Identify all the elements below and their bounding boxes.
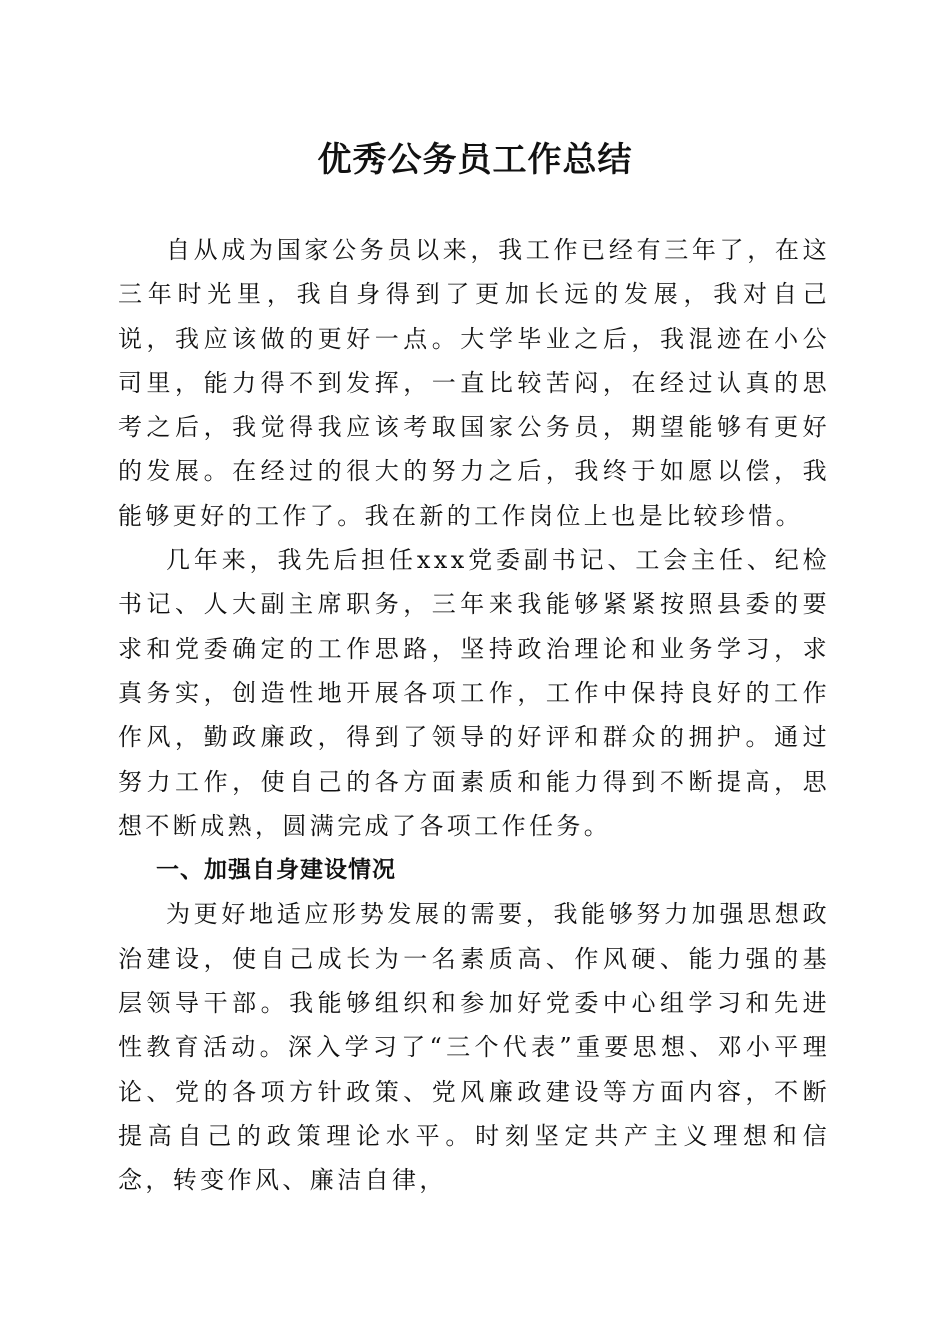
paragraph-positions: 几年来，我先后担任xxx党委副书记、工会主任、纪检书记、人大副主席职务，三年来我能够紧紧按照县委的要求和党委确定的工作思路，坚持政治理论和业务学习，求真务实，创造性地开展各项工作，工作中保持良好的工作作风，勤政廉政，得到了领导的好评和群众的拥护。通过努力工作，使自己的各方面素质和能力得到不断提高，思想不断成熟，圆满完成了各项工作任务。 <box>118 546 830 840</box>
document-title: 优秀公务员工作总结 <box>317 140 633 180</box>
section-heading: 一、加强自身建设情况 <box>156 857 396 884</box>
document-body <box>118 228 830 1203</box>
paragraph-intro: 自从成为国家公务员以来，我工作已经有三年了，在这三年时光里，我自身得到了更加长远的发展，我对自己说，我应该做的更好一点。大学毕业之后，我混迹在小公司里，能力得不到发挥，一直比较苦闷，在经过认真的思考之后，我觉得我应该考取国家公务员，期望能够有更好的发展。在经过的很大的努力之后，我终于如愿以偿，我能够更好的工作了。我在新的工作岗位上也是比较珍惜。 <box>118 236 830 530</box>
paragraph-self-building: 为更好地适应形势发展的需要，我能够努力加强思想政治建设，使自己成长为一名素质高、作风硬、能力强的基层领导干部。我能够组织和参加好党委中心组学习和先进性教育活动。深入学习了“三个代表”重要思想、邓小平理论、党的各项方针政策、党风廉政建设等方面内容，不断提高自己的政策理论水平。时刻坚定共产主义理想和信念，转变作风、廉洁自律， <box>118 900 830 1195</box>
